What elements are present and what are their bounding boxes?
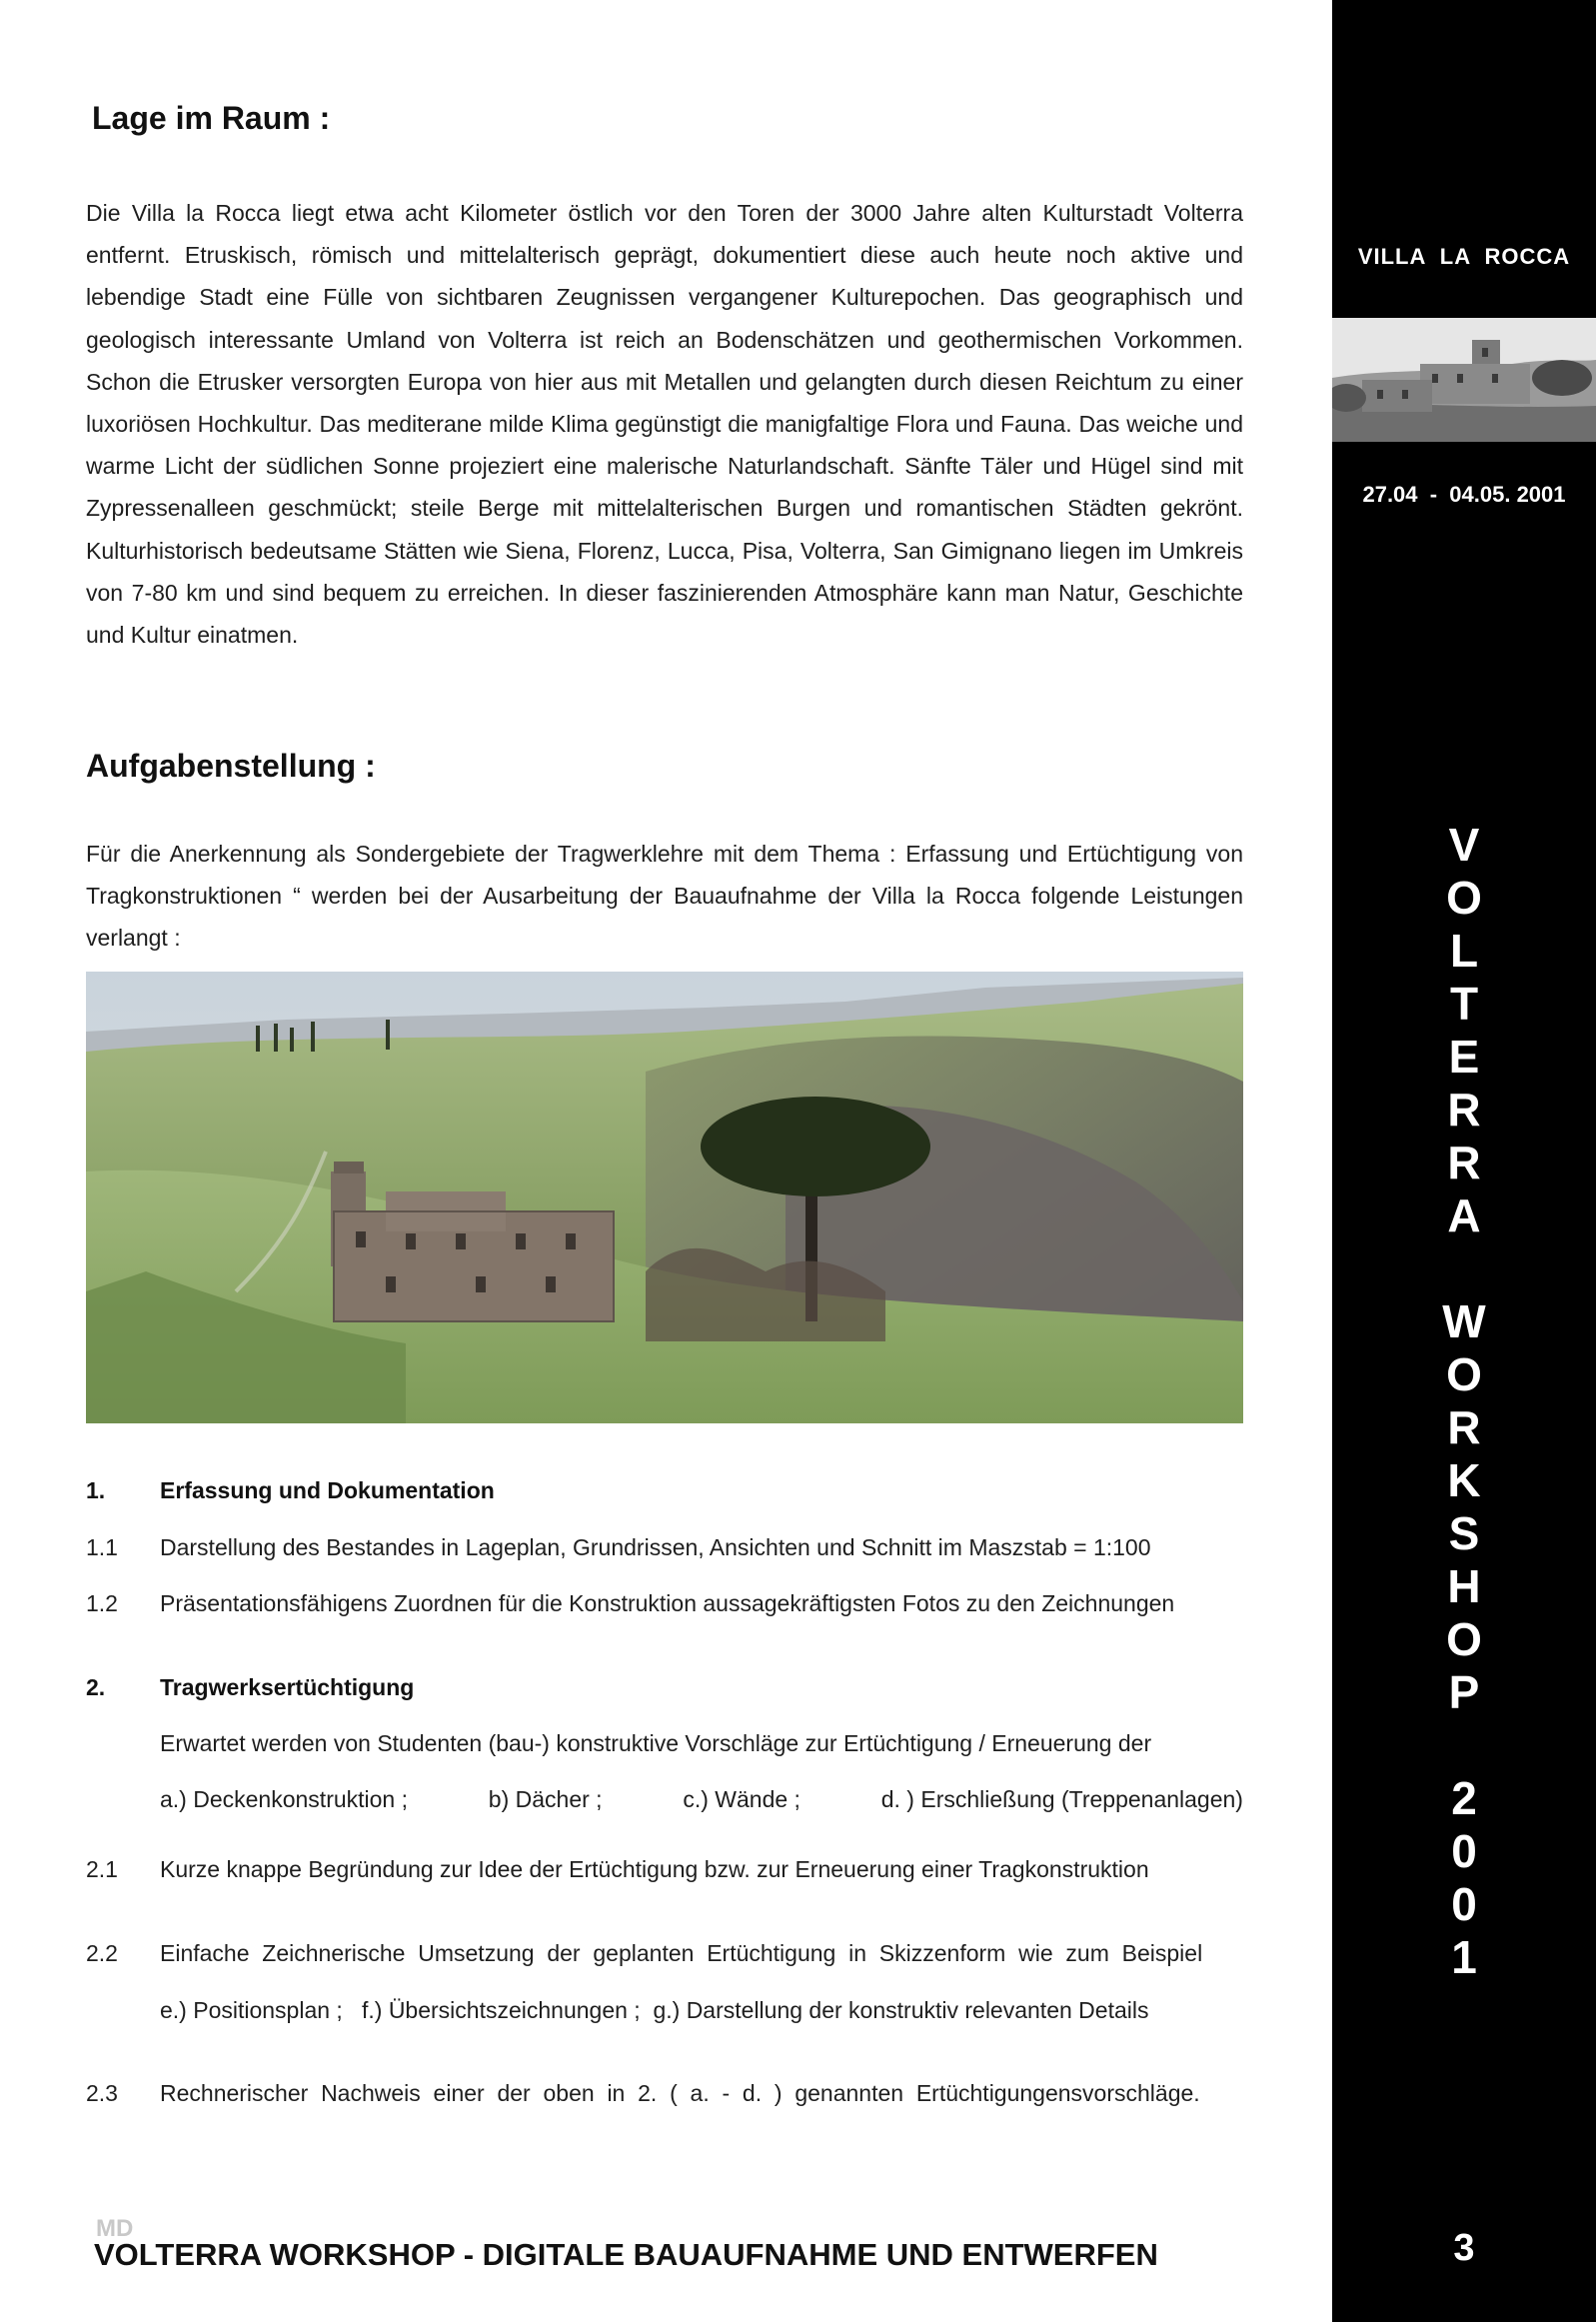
vertical-letter: O bbox=[1446, 872, 1482, 924]
option-c: c.) Wände ; bbox=[683, 1786, 800, 1812]
list-text: Rechnerischer Nachweis einer der oben in 2. ( a. - d. ) genannten Ertüchtigungensvorschläge. bbox=[160, 2080, 1200, 2106]
list-text: e.) Positionsplan ; f.) Übersichtszeichnungen ; g.) Darstellung der konstruktiv relevanten Details bbox=[160, 1997, 1149, 2023]
vertical-letter: 0 bbox=[1451, 1825, 1477, 1877]
sidebar-villa-photo bbox=[1332, 318, 1596, 442]
vertical-letter: W bbox=[1442, 1295, 1486, 1347]
vertical-letter: V bbox=[1448, 819, 1480, 871]
vertical-letter: R bbox=[1447, 1084, 1481, 1136]
page-number: 3 bbox=[1453, 2227, 1475, 2269]
option-d: d. ) Erschließung (Treppenanlagen) bbox=[880, 1786, 1243, 1812]
list-text: Erwartet werden von Studenten (bau-) konstruktive Vorschläge zur Ertüchtigung / Erneuerung der bbox=[160, 1730, 1152, 1756]
vertical-letter: R bbox=[1447, 1137, 1481, 1188]
vertical-letter: L bbox=[1449, 925, 1479, 977]
sidebar bbox=[1332, 0, 1596, 2322]
list-heading: Tragwerksertüchtigung bbox=[160, 1674, 415, 1700]
vertical-letter: 1 bbox=[1451, 1931, 1477, 1983]
footer-title: VOLTERRA WORKSHOP - DIGITALE BAUAUFNAHME UND ENTWERFEN bbox=[94, 2237, 1158, 2272]
vertical-letter: P bbox=[1448, 1666, 1480, 1718]
section-title-location: Lage im Raum : bbox=[92, 100, 331, 136]
section-title-task: Aufgabenstellung : bbox=[86, 748, 376, 784]
vertical-letter: 2 bbox=[1451, 1772, 1477, 1824]
vertical-letter: E bbox=[1448, 1031, 1480, 1083]
list-number: 2. bbox=[86, 1674, 106, 1700]
sidebar-dates: 27.04 - 04.05. 2001 bbox=[1362, 482, 1566, 507]
list-text: Kurze knappe Begründung zur Idee der Ertüchtigung bzw. zur Erneuerung einer Tragkonstruktion bbox=[160, 1856, 1149, 1882]
list-heading: Erfassung und Dokumentation bbox=[160, 1477, 495, 1503]
vertical-letter: T bbox=[1449, 978, 1479, 1030]
vertical-letter: A bbox=[1447, 1189, 1481, 1241]
option-b: b) Dächer ; bbox=[488, 1786, 603, 1812]
list-text: Präsentationsfähigens Zuordnen für die Konstruktion aussagekräftigsten Fotos zu den Zeichnungen bbox=[160, 1590, 1175, 1616]
list-number: 1.1 bbox=[86, 1534, 118, 1560]
landscape-photo bbox=[86, 972, 1243, 1423]
vertical-letter: O bbox=[1446, 1613, 1482, 1665]
location-paragraph: Die Villa la Rocca liegt etwa acht Kilometer östlich vor den Toren der 3000 Jahre alten Kulturstadt Volterra entfernt. Etruskisch, römisch und mittelalterisch geprägt, dokumentiert diese auch heute noch aktive und lebendige Stadt eine Fülle von sichtbaren Zeugnissen vergangener Kulturepochen. Das geographisch und geologisch interessante Umland von Volterra ist reich an Bodenschätzen und geothermischen Vorkommen. Schon die Etrusker versorgten Europa von hier aus mit Metallen und gelangten durch diesen Reichtum zu einer luxoriösen Hochkultur. Das mediterane milde Klima gegünstigt die manigfaltige Flora und Fauna. Das weiche und warme Licht der südlichen Sonne projeziert eine malerische Naturlandschaft. Sänfte Täler und Hügel sind mit Zypressenalleen geschmückt; steile Berge mit mittelalterischen Burgen und romantischen Städten gekrönt. Kulturhistorisch bedeutsame Stätten wie Siena, Florenz, Lucca, Pisa, Volterra, San Gimignano liegen im Umkreis von 7-80 km und sind bequem zu erreichen. In dieser faszinierenden Atmosphäre kann man Natur, Geschichte und Kultur einatmen. bbox=[86, 200, 1243, 649]
vertical-letter: H bbox=[1447, 1560, 1481, 1612]
list-text: Einfache Zeichnerische Umsetzung der geplanten Ertüchtigung in Skizzenform wie zum Beispiel bbox=[160, 1940, 1203, 1966]
list-text: Darstellung des Bestandes in Lageplan, Grundrissen, Ansichten und Schnitt im Maszstab = 1:100 bbox=[160, 1534, 1151, 1560]
option-a: a.) Deckenkonstruktion ; bbox=[160, 1786, 409, 1812]
list-number: 1. bbox=[86, 1477, 106, 1503]
footer-initials: MD bbox=[96, 2215, 134, 2242]
list-number: 2.3 bbox=[86, 2080, 118, 2106]
vertical-letter: R bbox=[1447, 1401, 1481, 1453]
list-number: 2.1 bbox=[86, 1856, 118, 1882]
vertical-letter: O bbox=[1446, 1348, 1482, 1400]
sidebar-project-name: VILLA LA ROCCA bbox=[1357, 244, 1571, 269]
list-number: 2.2 bbox=[86, 1940, 118, 1966]
vertical-letter: 0 bbox=[1451, 1878, 1477, 1930]
vertical-letter: S bbox=[1448, 1507, 1480, 1559]
vertical-letter: K bbox=[1447, 1454, 1481, 1506]
list-number: 1.2 bbox=[86, 1590, 118, 1616]
task-paragraph: Für die Anerkennung als Sondergebiete der Tragwerklehre mit dem Thema : Erfassung und Ertüchtigung von Tragkonstruktionen “ werden bei der Ausarbeitung der Bauaufnahme der Villa la Rocca folgende Leistungen verlangt : bbox=[86, 841, 1243, 952]
